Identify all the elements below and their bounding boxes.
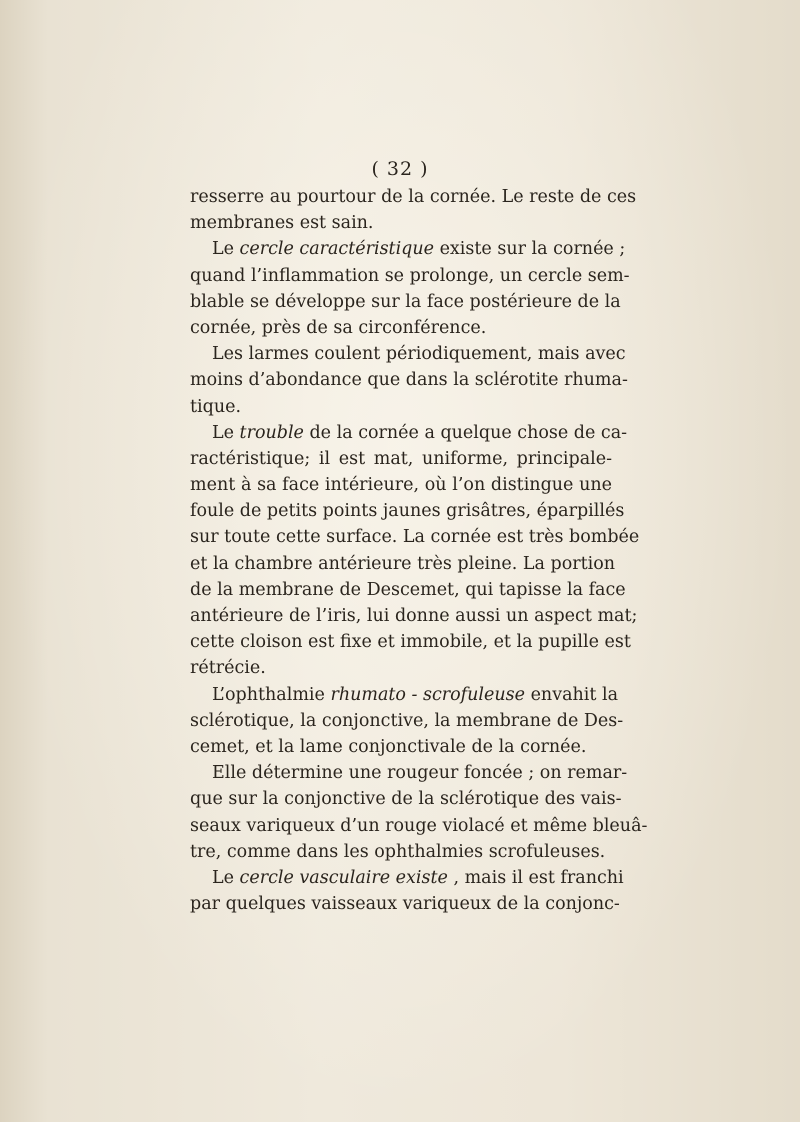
- text-segment: blable se développe sur la face postérieure de la: [190, 291, 621, 312]
- text-segment: ractéristique; il est mat, uniforme, principale-: [190, 448, 612, 469]
- text-line: [190, 341, 626, 367]
- text-segment: L’ophthalmie: [212, 684, 331, 705]
- text-segment: Le: [212, 422, 240, 443]
- italic-term: rhumato - scrofuleuse: [330, 684, 525, 705]
- text-segment: que sur la conjonctive de la sclérotique des vais-: [190, 789, 622, 810]
- text-segment: cornée, près de sa circonférence.: [190, 317, 487, 338]
- text-segment: tre, comme dans les ophthalmies scrofuleuses.: [190, 841, 606, 862]
- italic-term: trouble: [239, 422, 304, 443]
- text-line: [190, 289, 621, 315]
- text-line: [190, 236, 626, 262]
- text-line: [190, 446, 612, 472]
- text-line: [190, 472, 612, 498]
- text-line: [190, 420, 628, 446]
- text-line: [190, 734, 612, 760]
- text-segment: Elle détermine une rougeur foncée ; on remar-: [212, 763, 628, 784]
- italic-term: cercle vasculaire existe: [239, 867, 448, 888]
- text-line: [190, 184, 637, 210]
- text-segment: sclérotique, la conjonctive, la membrane de Des-: [190, 710, 624, 731]
- text-segment: ment à sa face intérieure, où l’on distingue une: [190, 475, 612, 496]
- text-line: [190, 315, 612, 341]
- text-line: [190, 394, 612, 420]
- text-segment: quand l’inflammation se prolonge, un cercle sem-: [190, 265, 630, 286]
- text-line: [190, 655, 612, 681]
- text-segment: de la membrane de Descemet, qui tapisse la face: [190, 579, 626, 600]
- text-line: [190, 813, 648, 839]
- text-segment: et la chambre antérieure très pleine. La portion: [190, 553, 616, 574]
- text-line: [190, 629, 631, 655]
- body-text: [190, 184, 648, 917]
- italic-term: cercle caractéristique: [239, 239, 435, 260]
- text-segment: rétrécie.: [190, 658, 266, 679]
- text-line: [190, 524, 640, 550]
- text-line: [190, 682, 619, 708]
- text-segment: par quelques vaisseaux variqueux de la conjonc-: [190, 894, 620, 915]
- text-segment: Le: [212, 867, 240, 888]
- text-line: [190, 760, 628, 786]
- text-segment: envahit la: [525, 684, 619, 705]
- text-segment: tique.: [190, 396, 242, 417]
- text-segment: resserre au pourtour de la cornée. Le reste de ces: [190, 187, 637, 207]
- text-line: [190, 865, 624, 891]
- text-segment: de la cornée a quelque chose de ca-: [303, 422, 628, 443]
- text-segment: foule de petits points jaunes grisâtres, éparpillés: [190, 501, 625, 522]
- text-line: [190, 839, 612, 865]
- text-segment: antérieure de l’iris, lui donne aussi un aspect mat;: [190, 606, 638, 626]
- text-line: [190, 603, 638, 629]
- text-segment: sur toute cette surface. La cornée est très bombée: [190, 527, 640, 548]
- text-line: [190, 498, 625, 524]
- text-segment: moins d’abondance que dans la sclérotite rhuma-: [190, 370, 628, 391]
- text-line: [190, 263, 630, 289]
- text-line: [190, 577, 626, 603]
- text-line: [190, 551, 616, 577]
- text-segment: cette cloison est fixe et immobile, et la pupille est: [190, 632, 631, 653]
- text-line: [190, 210, 612, 236]
- text-segment: Le: [212, 239, 240, 260]
- page-number: ( 32 ): [371, 158, 429, 180]
- text-line: [190, 891, 620, 917]
- text-segment: cemet, et la lame conjonctivale de la cornée.: [190, 736, 587, 757]
- text-segment: existe sur la cornée ;: [434, 239, 626, 260]
- text-segment: membranes est sain.: [190, 213, 374, 234]
- text-line: [190, 708, 624, 734]
- text-line: [190, 367, 628, 393]
- text-segment: , mais il est franchi: [447, 867, 624, 888]
- text-segment: seaux variqueux d’un rouge violacé et même bleuâ-: [190, 815, 648, 836]
- text-line: [190, 786, 622, 812]
- text-segment: Les larmes coulent périodiquement, mais avec: [212, 344, 626, 365]
